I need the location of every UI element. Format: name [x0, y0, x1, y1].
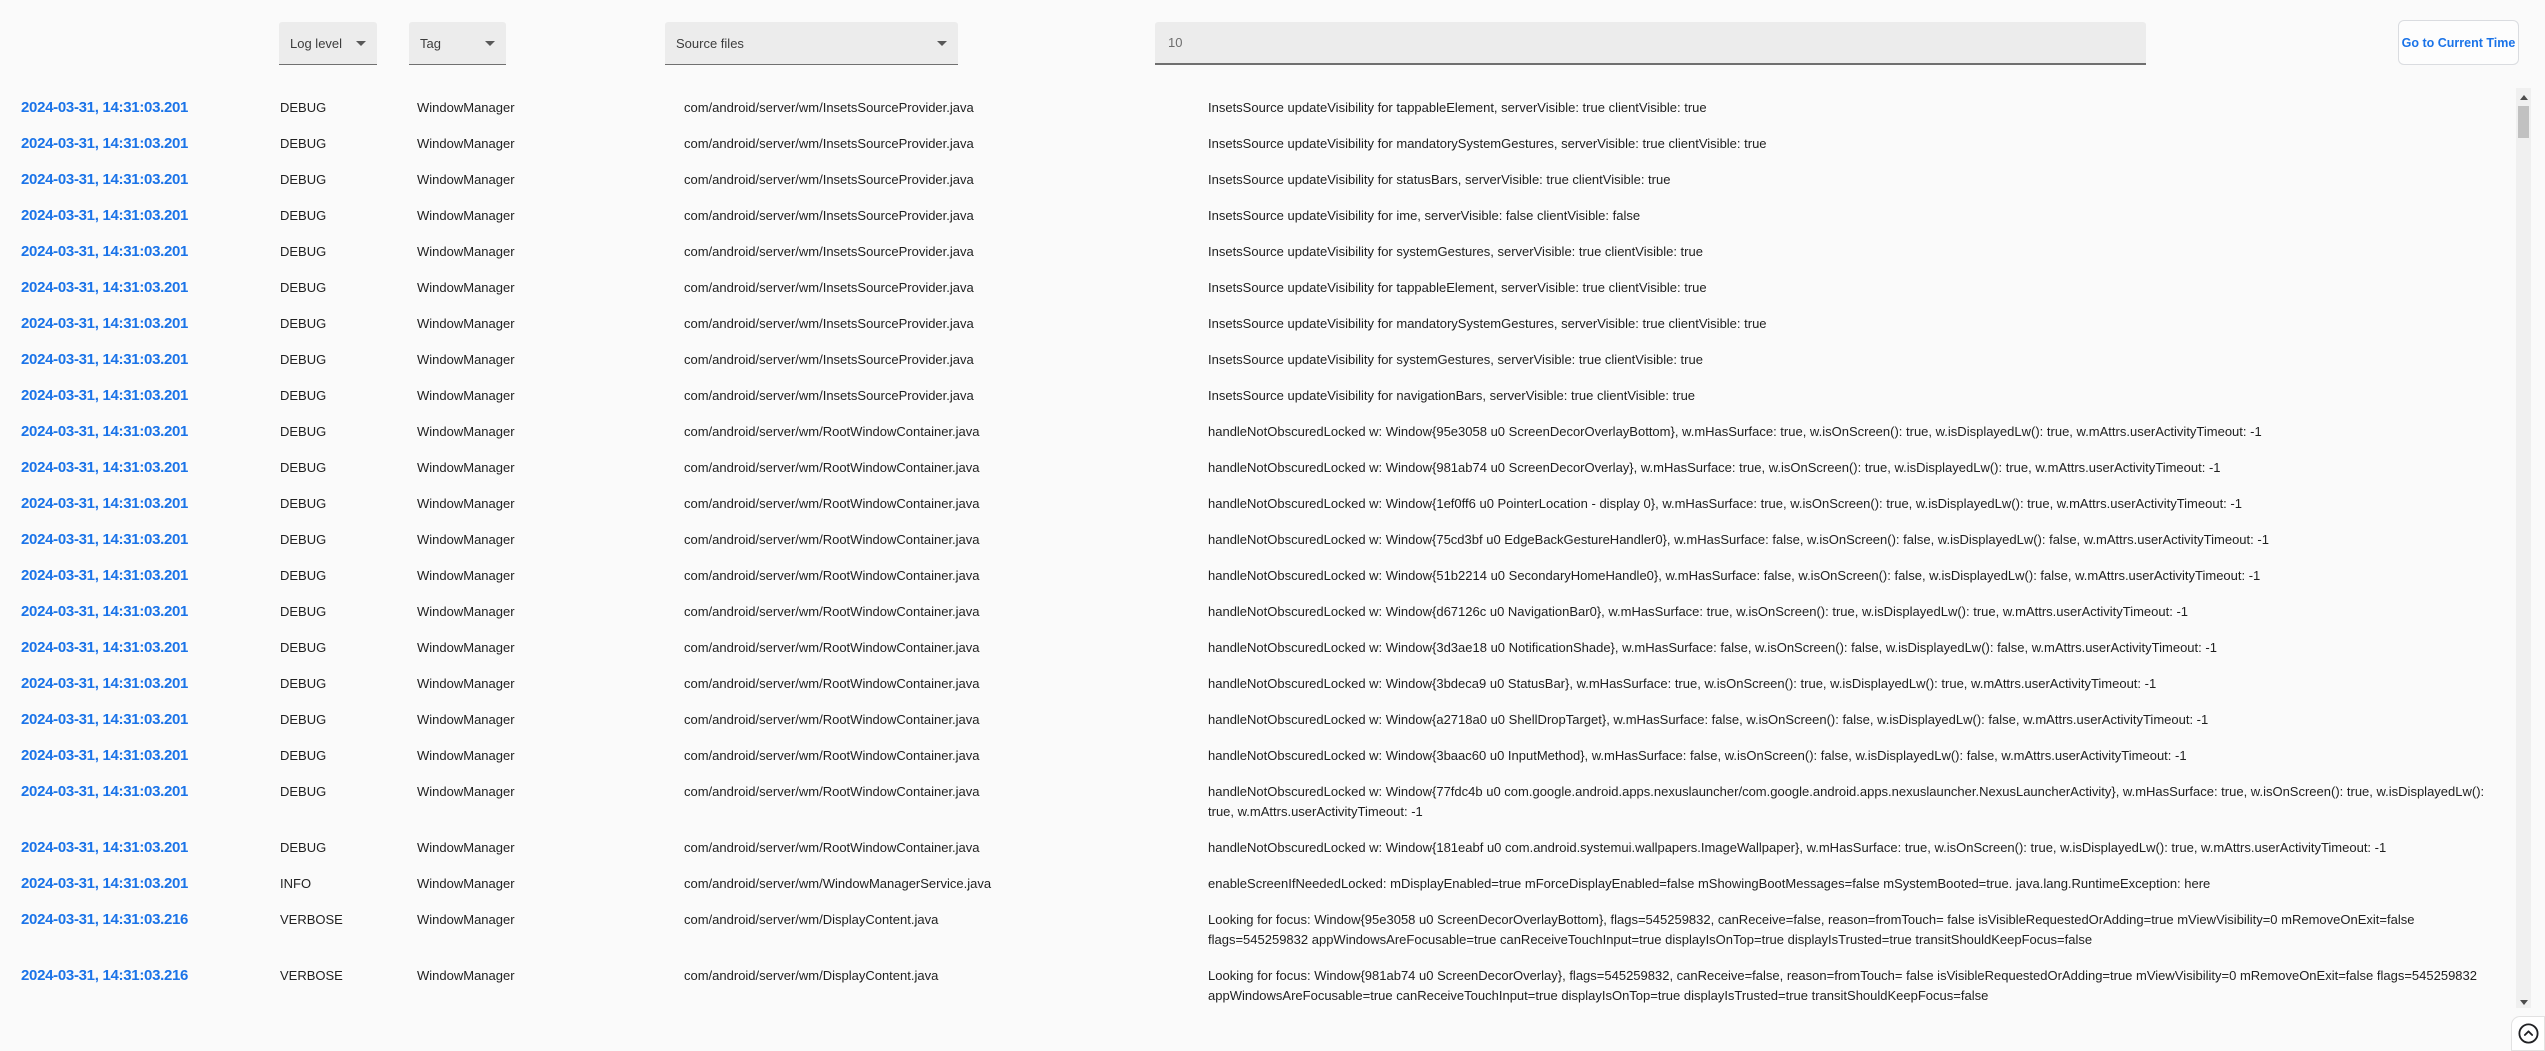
- scrollbar-down-arrow-icon[interactable]: [2520, 1000, 2528, 1005]
- log-level: DEBUG: [280, 676, 327, 691]
- log-tag: WindowManager: [417, 840, 515, 855]
- log-row: [0, 450, 2516, 486]
- log-source-file: com/android/server/wm/RootWindowContainer.java: [684, 604, 980, 619]
- log-message: enableScreenIfNeededLocked: mDisplayEnabled=true mForceDisplayEnabled=false mShowingBootMessages=false mSystemBooted=true. java.lang.RuntimeException: here: [1208, 876, 2211, 891]
- log-level: DEBUG: [280, 640, 327, 655]
- log-row: [0, 558, 2516, 594]
- log-message: handleNotObscuredLocked w: Window{3baac60 u0 InputMethod}, w.mHasSurface: false, w.isOnScreen(): false, w.isDisplayedLw(): false, w.mAttrs.userActivityTimeout: -1: [1208, 748, 2187, 763]
- log-message: InsetsSource updateVisibility for tappableElement, serverVisible: true clientVisible: true: [1208, 100, 1707, 115]
- log-tag: WindowManager: [417, 532, 515, 547]
- log-timestamp-link[interactable]: 2024-03-31, 14:31:03.201: [21, 135, 189, 152]
- log-message: handleNotObscuredLocked w: Window{181eabf u0 com.android.systemui.wallpapers.ImageWallpaper}, w.mHasSurface: true, w.isOnScreen(): true, w.isDisplayedLw(): true, w.mAttrs.userActivityTimeout: -1: [1208, 840, 2387, 855]
- log-level: DEBUG: [280, 388, 327, 403]
- log-row: [0, 666, 2516, 702]
- log-timestamp-link[interactable]: 2024-03-31, 14:31:03.201: [21, 99, 189, 116]
- log-row: [0, 594, 2516, 630]
- log-source-file: com/android/server/wm/InsetsSourceProvider.java: [684, 208, 974, 223]
- log-level: DEBUG: [280, 712, 327, 727]
- log-level: DEBUG: [280, 100, 327, 115]
- log-table-body: [0, 90, 2516, 1014]
- log-row: [0, 90, 2516, 126]
- log-level: VERBOSE: [280, 968, 343, 983]
- log-row: [0, 414, 2516, 450]
- log-source-file: com/android/server/wm/RootWindowContainer.java: [684, 840, 980, 855]
- log-source-file: com/android/server/wm/InsetsSourceProvider.java: [684, 316, 974, 331]
- log-level: DEBUG: [280, 748, 327, 763]
- log-level: DEBUG: [280, 424, 327, 439]
- log-level: DEBUG: [280, 280, 327, 295]
- log-message: handleNotObscuredLocked w: Window{3bdeca9 u0 StatusBar}, w.mHasSurface: true, w.isOnScreen(): true, w.isDisplayedLw(): true, w.mAttrs.userActivityTimeout: -1: [1208, 676, 2157, 691]
- log-tag: WindowManager: [417, 352, 515, 367]
- log-row: [0, 958, 2516, 1014]
- log-message: handleNotObscuredLocked w: Window{95e3058 u0 ScreenDecorOverlayBottom}, w.mHasSurface: true, w.isOnScreen(): true, w.isDisplayedLw(): true, w.mAttrs.userActivityTimeout: -1: [1208, 424, 2262, 439]
- log-source-file: com/android/server/wm/RootWindowContainer.java: [684, 424, 980, 439]
- log-row: [0, 830, 2516, 866]
- chevron-down-icon: [937, 41, 947, 46]
- log-message: Looking for focus: Window{981ab74 u0 ScreenDecorOverlay}, flags=545259832, canReceive=false, reason=fromTouch= false isVisibleRequestedOrAdding=true mViewVisibility=0 mRemoveOnExit=false flags=545259832 appWindowsAreFocusable=true canReceiveTouchInput=true displayIsOnTop=true displayIsTrusted=true transitShouldKeepFocus=false: [1208, 968, 2477, 1003]
- log-source-file: com/android/server/wm/InsetsSourceProvider.java: [684, 172, 974, 187]
- log-level-select[interactable]: [279, 22, 377, 65]
- log-level: INFO: [280, 876, 312, 891]
- log-level: VERBOSE: [280, 912, 343, 927]
- log-source-file: com/android/server/wm/InsetsSourceProvider.java: [684, 388, 974, 403]
- log-row: [0, 774, 2516, 830]
- log-message: handleNotObscuredLocked w: Window{1ef0ff6 u0 PointerLocation - display 0}, w.mHasSurface: true, w.isOnScreen(): true, w.isDisplayedLw(): true, w.mAttrs.userActivityTimeout: -1: [1208, 496, 2242, 511]
- log-tag: WindowManager: [417, 460, 515, 475]
- source-files-select[interactable]: [665, 22, 958, 65]
- log-tag: WindowManager: [417, 784, 515, 799]
- log-tag: WindowManager: [417, 208, 515, 223]
- log-message: InsetsSource updateVisibility for tappableElement, serverVisible: true clientVisible: true: [1208, 280, 1707, 295]
- chevron-down-icon: [485, 41, 495, 46]
- log-tag: WindowManager: [417, 388, 515, 403]
- log-message: Looking for focus: Window{95e3058 u0 ScreenDecorOverlayBottom}, flags=545259832, canReceive=false, reason=fromTouch= false isVisibleRequestedOrAdding=true mViewVisibility=0 mRemoveOnExit=false flags=545259832 appWindowsAreFocusable=true canReceiveTouchInput=true displayIsOnTop=true displayIsTrusted=true transitShouldKeepFocus=false: [1208, 912, 2415, 947]
- log-tag: WindowManager: [417, 712, 515, 727]
- log-source-file: com/android/server/wm/RootWindowContainer.java: [684, 532, 980, 547]
- log-message: InsetsSource updateVisibility for systemGestures, serverVisible: true clientVisible: true: [1208, 352, 1703, 367]
- log-message: InsetsSource updateVisibility for mandatorySystemGestures, serverVisible: true clientVisible: true: [1208, 316, 1767, 331]
- log-timestamp-link[interactable]: 2024-03-31, 14:31:03.201: [21, 279, 189, 296]
- log-source-file: com/android/server/wm/RootWindowContainer.java: [684, 568, 980, 583]
- log-source-file: com/android/server/wm/InsetsSourceProvider.java: [684, 244, 974, 259]
- circled-chevron-up-icon: [2517, 1022, 2540, 1045]
- log-timestamp-link[interactable]: 2024-03-31, 14:31:03.201: [21, 459, 189, 476]
- log-tag: WindowManager: [417, 968, 515, 983]
- log-source-file: com/android/server/wm/RootWindowContainer.java: [684, 460, 980, 475]
- log-message: handleNotObscuredLocked w: Window{51b2214 u0 SecondaryHomeHandle0}, w.mHasSurface: false, w.isOnScreen(): false, w.isDisplayedLw(): false, w.mAttrs.userActivityTimeout: -1: [1208, 568, 2261, 583]
- log-timestamp-link[interactable]: 2024-03-31, 14:31:03.201: [21, 531, 189, 548]
- log-row: [0, 630, 2516, 666]
- log-source-file: com/android/server/wm/DisplayContent.java: [684, 912, 939, 927]
- log-timestamp-link[interactable]: 2024-03-31, 14:31:03.216: [21, 911, 189, 928]
- log-timestamp-link[interactable]: 2024-03-31, 14:31:03.201: [21, 567, 189, 584]
- log-level: DEBUG: [280, 568, 327, 583]
- log-timestamp-link[interactable]: 2024-03-31, 14:31:03.201: [21, 747, 189, 764]
- log-timestamp-link[interactable]: 2024-03-31, 14:31:03.201: [21, 675, 189, 692]
- log-tag: WindowManager: [417, 568, 515, 583]
- log-source-file: com/android/server/wm/RootWindowContainer.java: [684, 712, 980, 727]
- scrollbar-track[interactable]: [2516, 88, 2531, 1008]
- log-tag: WindowManager: [417, 496, 515, 511]
- log-timestamp-link[interactable]: 2024-03-31, 14:31:03.201: [21, 639, 189, 656]
- log-message: InsetsSource updateVisibility for navigationBars, serverVisible: true clientVisible: true: [1208, 388, 1696, 403]
- log-tag: WindowManager: [417, 316, 515, 331]
- log-tag: WindowManager: [417, 424, 515, 439]
- log-timestamp-link[interactable]: 2024-03-31, 14:31:03.201: [21, 423, 189, 440]
- log-timestamp-link[interactable]: 2024-03-31, 14:31:03.201: [21, 839, 189, 856]
- scroll-to-top-button[interactable]: [2511, 1016, 2545, 1051]
- log-level: DEBUG: [280, 604, 327, 619]
- log-source-file: com/android/server/wm/InsetsSourceProvider.java: [684, 136, 974, 151]
- log-row: [0, 378, 2516, 414]
- tag-select-label: Tag: [420, 35, 441, 51]
- log-message: handleNotObscuredLocked w: Window{981ab74 u0 ScreenDecorOverlay}, w.mHasSurface: true, w.isOnScreen(): true, w.isDisplayedLw(): true, w.mAttrs.userActivityTimeout: -1: [1208, 460, 2221, 475]
- log-source-file: com/android/server/wm/InsetsSourceProvider.java: [684, 280, 974, 295]
- log-message: handleNotObscuredLocked w: Window{d67126c u0 NavigationBar0}, w.mHasSurface: true, w.isOnScreen(): true, w.isDisplayedLw(): true, w.mAttrs.userActivityTimeout: -1: [1208, 604, 2189, 619]
- log-timestamp-link[interactable]: 2024-03-31, 14:31:03.201: [21, 315, 189, 332]
- scrollbar-up-arrow-icon[interactable]: [2520, 95, 2528, 100]
- log-level: DEBUG: [280, 460, 327, 475]
- log-level: DEBUG: [280, 316, 327, 331]
- log-level: DEBUG: [280, 136, 327, 151]
- log-source-file: com/android/server/wm/RootWindowContainer.java: [684, 640, 980, 655]
- log-source-file: com/android/server/wm/RootWindowContainer.java: [684, 496, 980, 511]
- log-source-file: com/android/server/wm/DisplayContent.java: [684, 968, 939, 983]
- log-tag: WindowManager: [417, 912, 515, 927]
- log-row: [0, 234, 2516, 270]
- go-to-current-time-button[interactable]: Go to Current Time: [2398, 20, 2519, 65]
- log-source-file: com/android/server/wm/RootWindowContainer.java: [684, 784, 980, 799]
- log-timestamp-link[interactable]: 2024-03-31, 14:31:03.201: [21, 783, 189, 800]
- log-message: InsetsSource updateVisibility for systemGestures, serverVisible: true clientVisible: true: [1208, 244, 1703, 259]
- log-timestamp-link[interactable]: 2024-03-31, 14:31:03.201: [21, 711, 189, 728]
- log-level: DEBUG: [280, 208, 327, 223]
- log-timestamp-link[interactable]: 2024-03-31, 14:31:03.201: [21, 207, 189, 224]
- chevron-down-icon: [356, 41, 366, 46]
- scrollbar-thumb[interactable]: [2518, 106, 2529, 138]
- log-tag: WindowManager: [417, 748, 515, 763]
- source-files-select-label: Source files: [676, 35, 744, 51]
- log-source-file: com/android/server/wm/RootWindowContainer.java: [684, 748, 980, 763]
- log-message: InsetsSource updateVisibility for statusBars, serverVisible: true clientVisible: true: [1208, 172, 1671, 187]
- tag-select[interactable]: [409, 22, 506, 65]
- log-level: DEBUG: [280, 496, 327, 511]
- log-row: [0, 866, 2516, 902]
- log-row: [0, 162, 2516, 198]
- log-row: [0, 342, 2516, 378]
- log-message: InsetsSource updateVisibility for ime, serverVisible: false clientVisible: false: [1208, 208, 1641, 223]
- log-level: DEBUG: [280, 244, 327, 259]
- log-timestamp-link[interactable]: 2024-03-31, 14:31:03.201: [21, 243, 189, 260]
- log-tag: WindowManager: [417, 280, 515, 295]
- log-timestamp-link[interactable]: 2024-03-31, 14:31:03.201: [21, 387, 189, 404]
- log-row: [0, 270, 2516, 306]
- log-message: handleNotObscuredLocked w: Window{3d3ae18 u0 NotificationShade}, w.mHasSurface: false, w.isOnScreen(): false, w.isDisplayedLw(): false, w.mAttrs.userActivityTimeout: -1: [1208, 640, 2217, 655]
- log-timestamp-link[interactable]: 2024-03-31, 14:31:03.201: [21, 171, 189, 188]
- log-message: InsetsSource updateVisibility for mandatorySystemGestures, serverVisible: true clientVisible: true: [1208, 136, 1767, 151]
- log-row: [0, 702, 2516, 738]
- limit-input[interactable]: [1155, 22, 2146, 65]
- log-message: handleNotObscuredLocked w: Window{77fdc4b u0 com.google.android.apps.nexuslauncher/com.google.android.apps.nexuslauncher.NexusLauncherActivity}, w.mHasSurface: true, w.isOnScreen(): true, w.isDisplayedLw(): true, w.mAttrs.userActivityTimeout: -1: [1208, 784, 2485, 819]
- log-tag: WindowManager: [417, 876, 515, 891]
- log-tag: WindowManager: [417, 676, 515, 691]
- log-level: DEBUG: [280, 784, 327, 799]
- log-row: [0, 738, 2516, 774]
- log-row: [0, 522, 2516, 558]
- log-level: DEBUG: [280, 532, 327, 547]
- log-timestamp-link[interactable]: 2024-03-31, 14:31:03.201: [21, 875, 189, 892]
- log-source-file: com/android/server/wm/InsetsSourceProvider.java: [684, 352, 974, 367]
- log-timestamp-link[interactable]: 2024-03-31, 14:31:03.201: [21, 351, 189, 368]
- log-source-file: com/android/server/wm/RootWindowContainer.java: [684, 676, 980, 691]
- log-tag: WindowManager: [417, 640, 515, 655]
- log-tag: WindowManager: [417, 244, 515, 259]
- log-timestamp-link[interactable]: 2024-03-31, 14:31:03.201: [21, 603, 189, 620]
- log-message: handleNotObscuredLocked w: Window{75cd3bf u0 EdgeBackGestureHandler0}, w.mHasSurface: false, w.isOnScreen(): false, w.isDisplayedLw(): false, w.mAttrs.userActivityTimeout: -1: [1208, 532, 2269, 547]
- log-level: DEBUG: [280, 352, 327, 367]
- log-row: [0, 126, 2516, 162]
- log-tag: WindowManager: [417, 136, 515, 151]
- log-level: DEBUG: [280, 172, 327, 187]
- log-source-file: com/android/server/wm/WindowManagerService.java: [684, 876, 992, 891]
- log-row: [0, 486, 2516, 522]
- log-message: handleNotObscuredLocked w: Window{a2718a0 u0 ShellDropTarget}, w.mHasSurface: false, w.isOnScreen(): false, w.isDisplayedLw(): false, w.mAttrs.userActivityTimeout: -1: [1208, 712, 2209, 727]
- log-tag: WindowManager: [417, 604, 515, 619]
- log-timestamp-link[interactable]: 2024-03-31, 14:31:03.201: [21, 495, 189, 512]
- log-timestamp-link[interactable]: 2024-03-31, 14:31:03.216: [21, 967, 189, 984]
- log-row: [0, 306, 2516, 342]
- log-tag: WindowManager: [417, 172, 515, 187]
- log-level: DEBUG: [280, 840, 327, 855]
- log-source-file: com/android/server/wm/InsetsSourceProvider.java: [684, 100, 974, 115]
- log-row: [0, 198, 2516, 234]
- log-tag: WindowManager: [417, 100, 515, 115]
- log-level-select-label: Log level: [290, 35, 343, 51]
- log-row: [0, 902, 2516, 958]
